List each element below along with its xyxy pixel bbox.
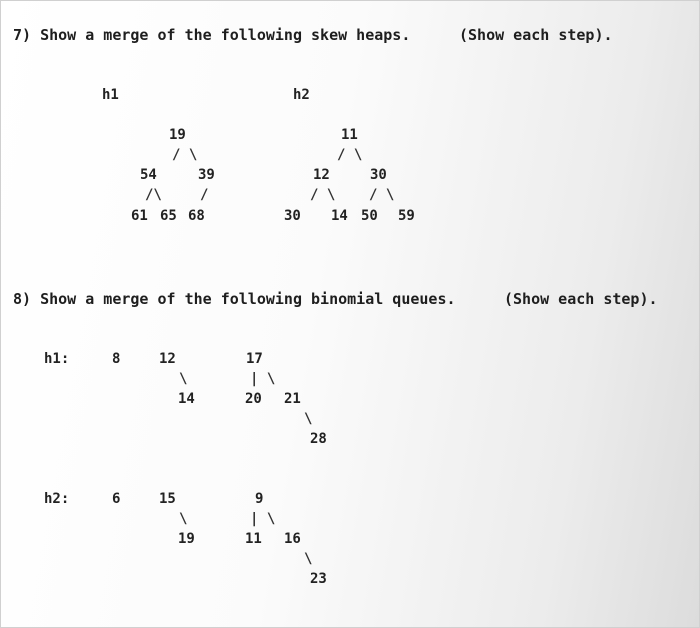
h2-node-root: 11	[341, 127, 358, 143]
h2-edges-root: / \	[337, 147, 363, 163]
bq-h1-b2-child-21: 21	[284, 391, 301, 407]
bq-h2-label: h2:	[44, 491, 70, 507]
bq-h1-b2-edges: | \	[250, 371, 276, 387]
question-7-note: (Show each step).	[459, 26, 613, 44]
question-8-note: (Show each step).	[504, 290, 658, 308]
h2-node-14: 14	[331, 208, 348, 224]
bq-h2-b2-child-16: 16	[284, 531, 301, 547]
h2-node-30-leaf: 30	[284, 208, 301, 224]
skew-heap-h2-label: h2	[293, 87, 310, 103]
bq-h2-b1-root: 15	[159, 491, 176, 507]
h2-node-59: 59	[398, 208, 415, 224]
skew-heap-h1-label: h1	[102, 87, 119, 103]
h1-node-39: 39	[198, 167, 215, 183]
h2-edges-left: / \	[310, 187, 336, 203]
question-8-text: 8) Show a merge of the following binomial queues.	[13, 290, 456, 308]
h1-node-68: 68	[188, 208, 205, 224]
h2-node-30: 30	[370, 167, 387, 183]
bq-h1-b2-root: 17	[246, 351, 263, 367]
h1-node-65: 65	[160, 208, 177, 224]
bq-h1-b0-node: 8	[112, 351, 121, 367]
h1-node-root: 19	[169, 127, 186, 143]
bq-h1-b1-child: 14	[178, 391, 195, 407]
bq-h2-b2-root: 9	[255, 491, 264, 507]
h1-edges-left: /\	[145, 187, 162, 203]
h1-edges-right: /	[200, 187, 209, 203]
bq-h2-b2-child-11: 11	[245, 531, 262, 547]
h2-node-12: 12	[313, 167, 330, 183]
bq-h1-b1-edge: \	[179, 371, 188, 387]
bq-h1-label: h1:	[44, 351, 70, 367]
bq-h2-b2-edges: | \	[250, 511, 276, 527]
bq-h1-b2-edge-gc: \	[304, 411, 313, 427]
bq-h1-b1-root: 12	[159, 351, 176, 367]
bq-h2-b1-child: 19	[178, 531, 195, 547]
bq-h2-b2-grandchild: 23	[310, 571, 327, 587]
h1-edges-root: / \	[172, 147, 198, 163]
h2-node-50: 50	[361, 208, 378, 224]
bq-h1-b2-child-20: 20	[245, 391, 262, 407]
bq-h2-b2-edge-gc: \	[304, 551, 313, 567]
h1-node-61: 61	[131, 208, 148, 224]
bq-h2-b0-node: 6	[112, 491, 121, 507]
bq-h1-b2-grandchild: 28	[310, 431, 327, 447]
question-7-text: 7) Show a merge of the following skew heaps.	[13, 26, 411, 44]
h1-node-54: 54	[140, 167, 157, 183]
h2-edges-right: / \	[369, 187, 395, 203]
bq-h2-b1-edge: \	[179, 511, 188, 527]
